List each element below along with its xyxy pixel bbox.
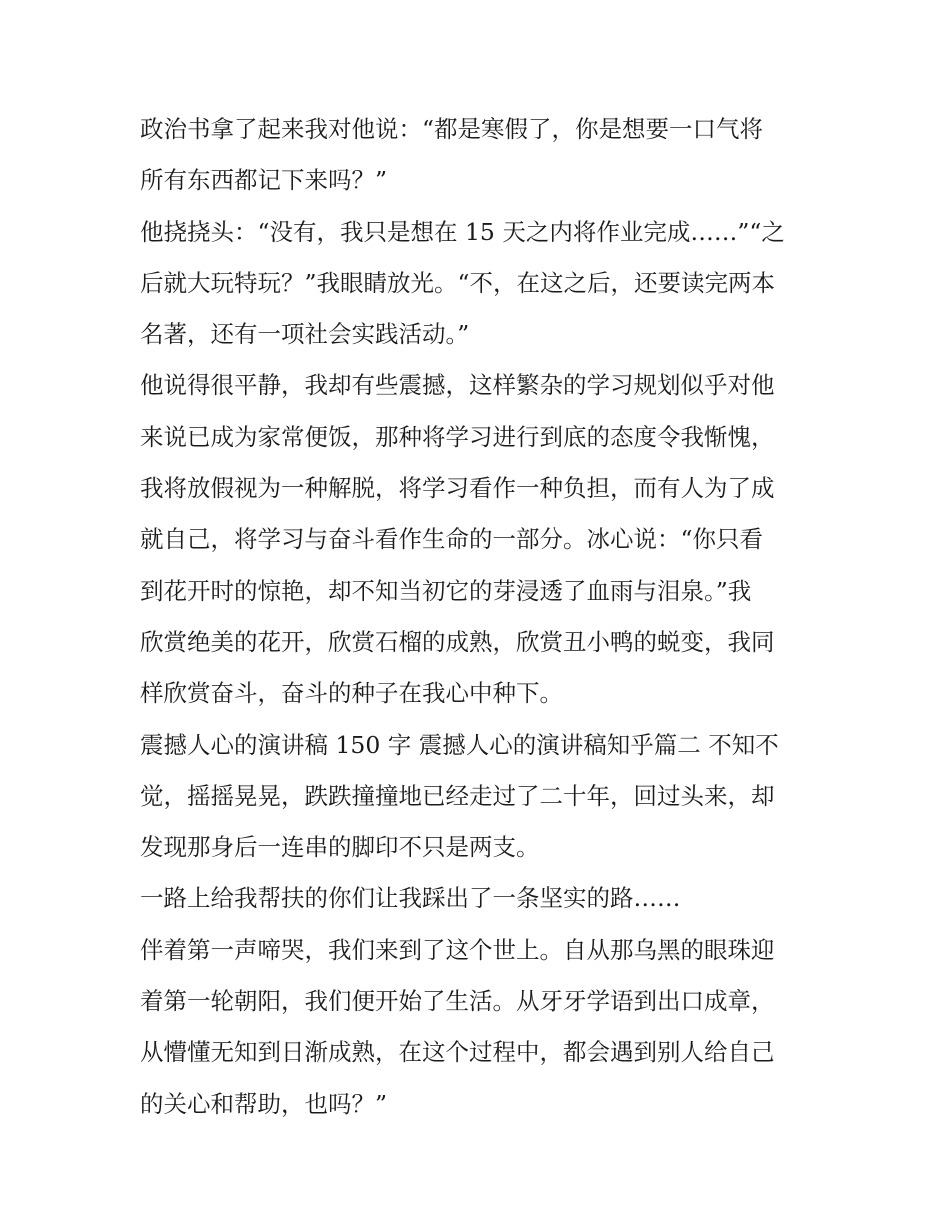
text-line: 名著，还有一项社会实践活动。” bbox=[140, 320, 470, 349]
text-line: 欣赏绝美的花开，欣赏石榴的成熟，欣赏丑小鸭的蜕变，我同 bbox=[140, 627, 775, 656]
document-body bbox=[140, 104, 830, 1130]
text-line: 政治书拿了起来我对他说：“都是寒假了，你是想要一口气将 bbox=[140, 115, 764, 143]
text-line: 他说得很平静，我却有些震撼，这样繁杂的学习规划似乎对他 bbox=[140, 371, 775, 400]
text-line: 伴着第一声啼哭，我们来到了这个世上。自从那乌黑的眼珠迎 bbox=[140, 935, 775, 964]
text-line: 我将放假视为一种解脱，将学习看作一种负担，而有人为了成 bbox=[140, 474, 775, 503]
text-line: 就自己，将学习与奋斗看作生命的一部分。冰心说：“你只看 bbox=[140, 525, 764, 554]
text-line: 他挠挠头：“没有，我只是想在 15 天之内将作业完成……”“之 bbox=[140, 217, 785, 246]
text-line: 一路上给我帮扶的你们让我踩出了一条坚实的路…… bbox=[140, 884, 681, 913]
text-line: 着第一轮朝阳，我们便开始了生活。从牙牙学语到出口成章， bbox=[140, 987, 775, 1016]
text-line: 觉，摇摇晃晃，跌跌撞撞地已经走过了二十年，回过头来，却 bbox=[140, 781, 775, 810]
text-line: 震撼人心的演讲稿 150 字 震撼人心的演讲稿知乎篇二 不知不 bbox=[140, 730, 779, 759]
text-line: 来说已成为家常便饭，那种将学习进行到底的态度令我惭愧， bbox=[140, 422, 775, 451]
text-line: 后就大玩特玩？”我眼睛放光。“不，在这之后，还要读完两本 bbox=[140, 268, 776, 297]
text-line: 发现那身后一连串的脚印不只是两支。 bbox=[140, 833, 540, 862]
text-line: 所有东西都记下来吗？” bbox=[140, 166, 388, 195]
text-line: 到花开时的惊艳，却不知当初它的芽浸透了血雨与泪泉。”我 bbox=[140, 576, 752, 605]
text-line: 的关心和帮助，也吗？” bbox=[140, 1089, 388, 1118]
text-line: 样欣赏奋斗，奋斗的种子在我心中种下。 bbox=[140, 679, 563, 708]
text-line: 从懵懂无知到日渐成熟，在这个过程中，都会遇到别人给自己 bbox=[140, 1038, 775, 1067]
